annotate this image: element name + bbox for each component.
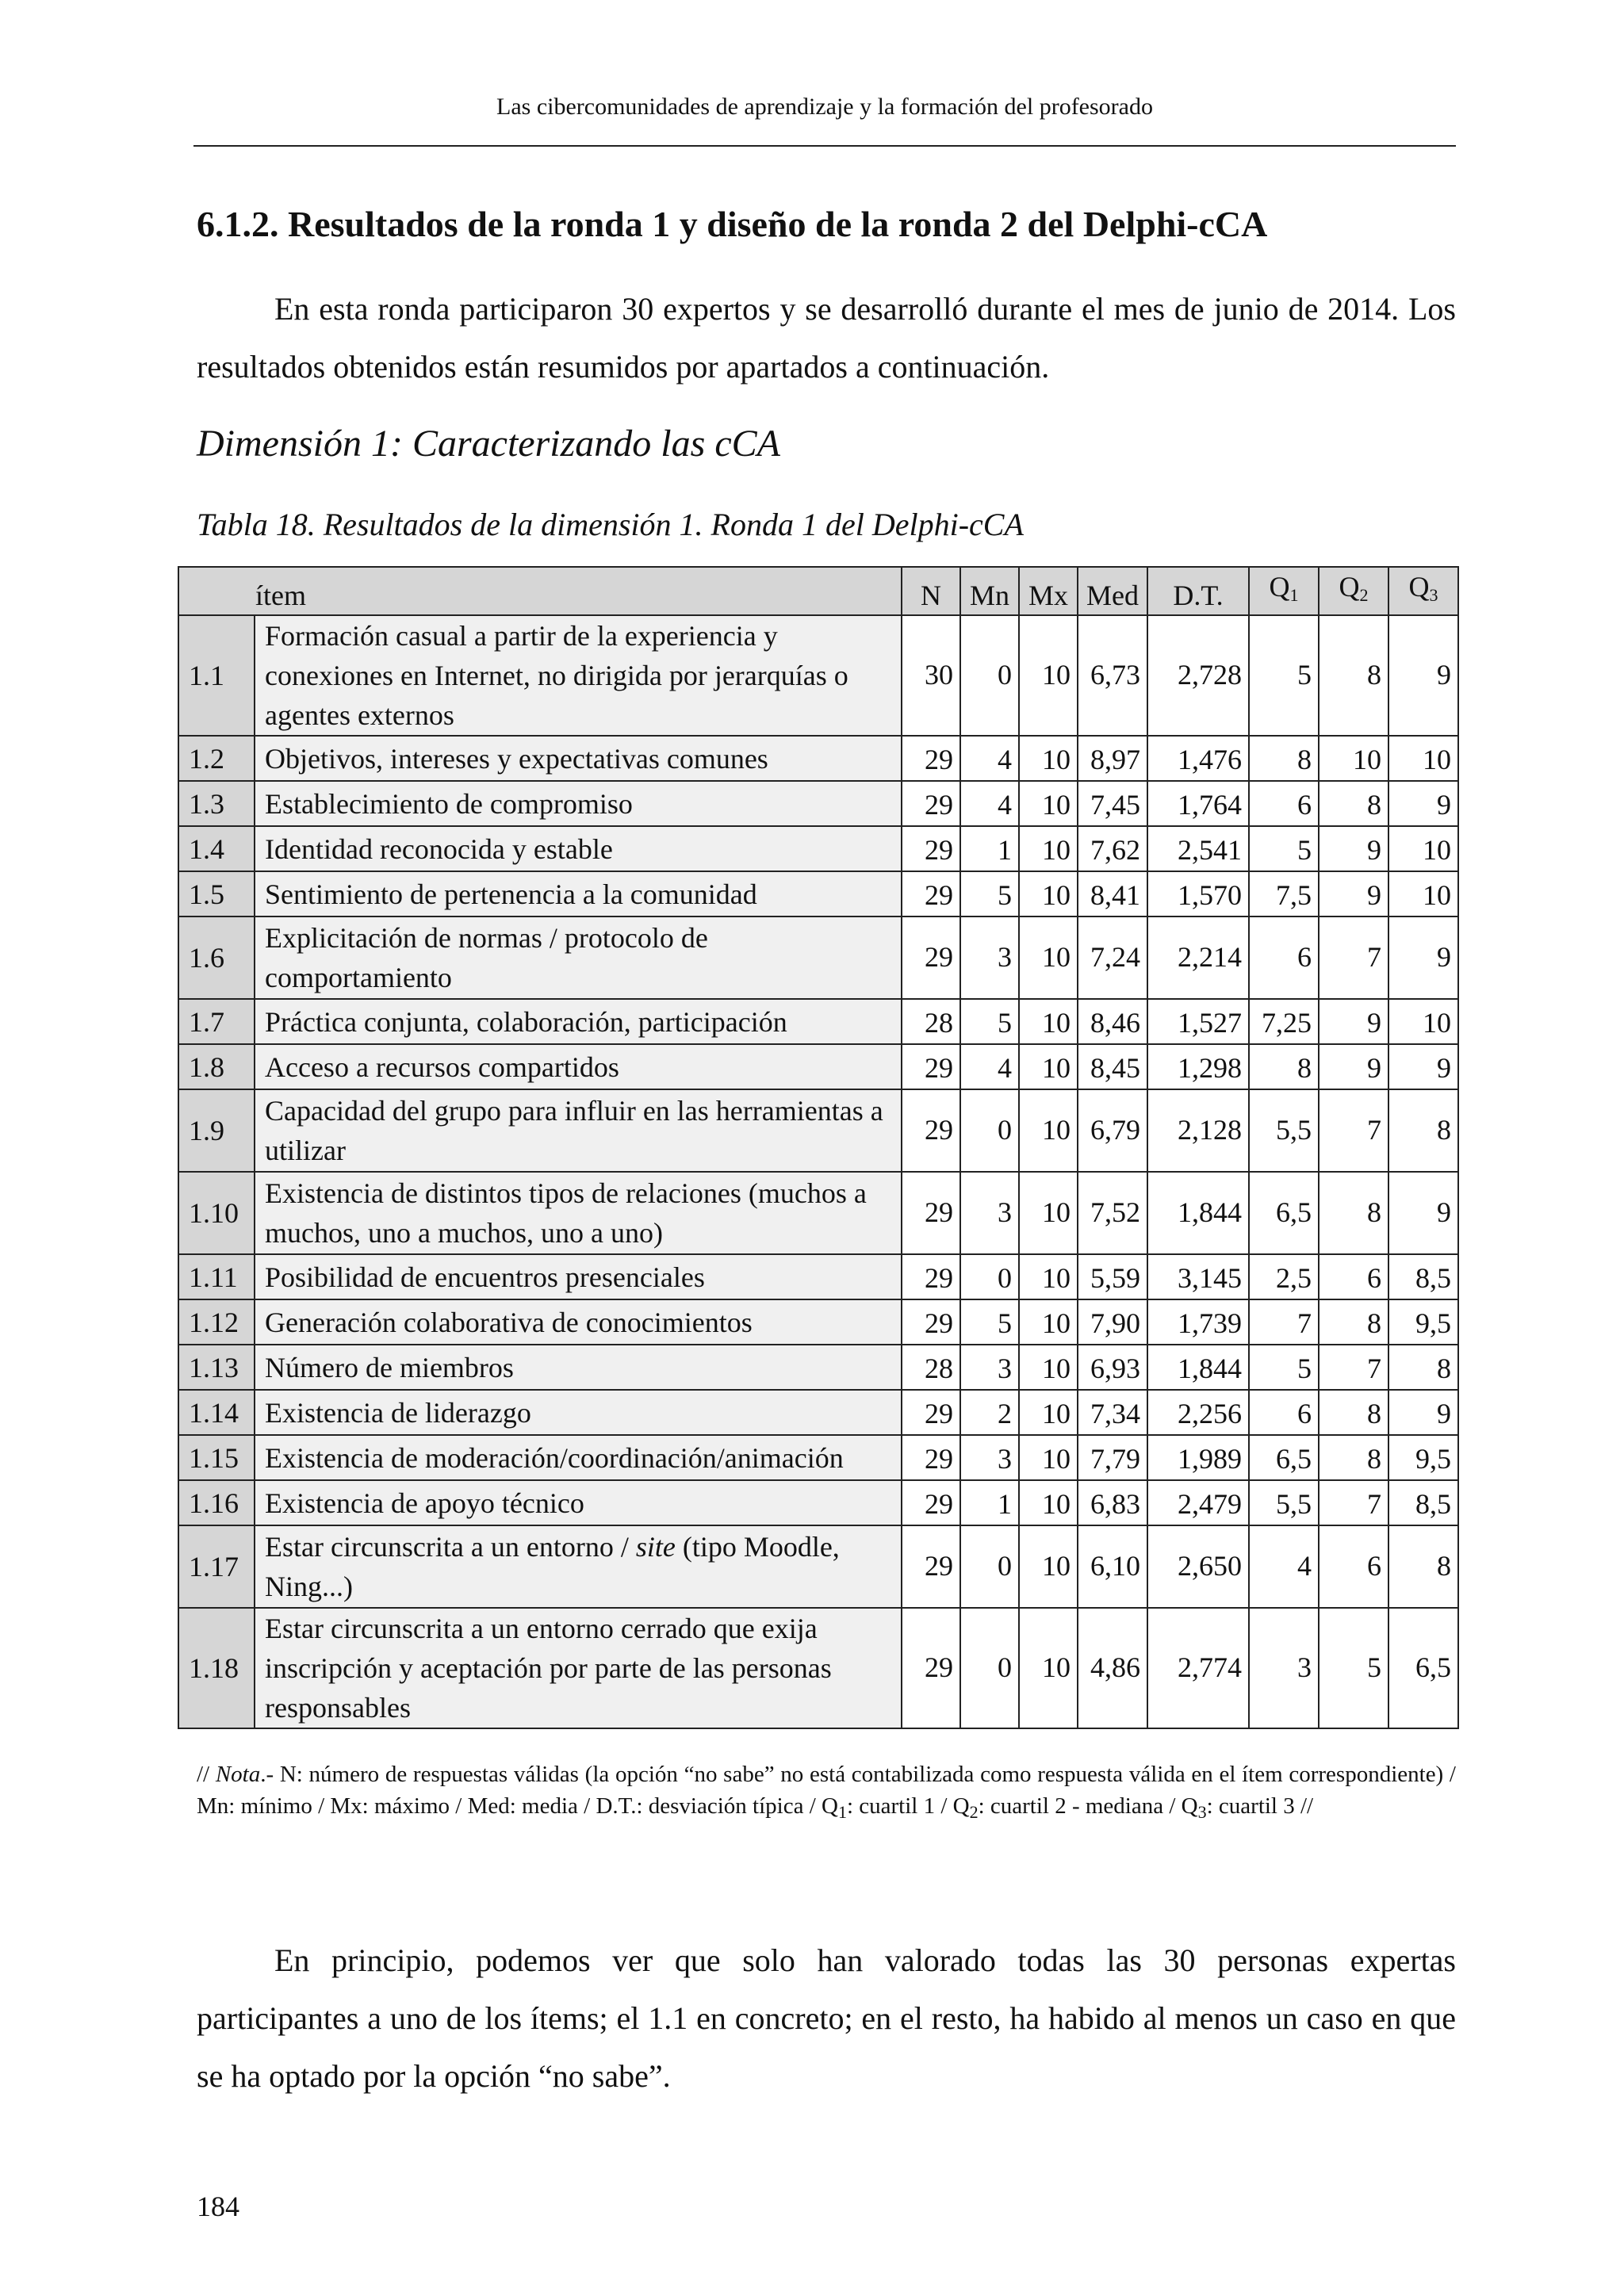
cell-q2: 8: [1319, 615, 1388, 736]
cell-mn: 1: [960, 826, 1019, 871]
cell-n: 29: [902, 1254, 960, 1299]
cell-n: 29: [902, 1480, 960, 1525]
table-row: [178, 826, 1458, 871]
item-text: Número de miembros: [255, 1345, 902, 1390]
cell-q1: 8: [1249, 1044, 1319, 1089]
item-id: 1.12: [178, 1299, 255, 1345]
item-text-part: (tipo Moodle, Ning...): [265, 1531, 840, 1602]
cell-med: 8,45: [1078, 1044, 1147, 1089]
header-q3-letter: Q: [1408, 571, 1430, 603]
cell-mn: 4: [960, 736, 1019, 781]
cell-q3: 9: [1388, 1044, 1458, 1089]
cell-mn: 5: [960, 1299, 1019, 1345]
note-text: [197, 1758, 1456, 1828]
cell-dt: 2,541: [1147, 826, 1249, 871]
header-item: ítem: [178, 567, 902, 615]
cell-mx: 10: [1019, 1608, 1078, 1728]
running-header: Las cibercomunidades de aprendizaje y la formación del profesorado: [496, 94, 1153, 120]
item-text: Establecimiento de compromiso: [255, 781, 902, 826]
cell-mx: 10: [1019, 871, 1078, 916]
cell-med: 7,62: [1078, 826, 1147, 871]
table-row: [178, 1608, 1458, 1728]
cell-med: 8,46: [1078, 999, 1147, 1044]
cell-q3: 10: [1388, 736, 1458, 781]
cell-med: 7,34: [1078, 1390, 1147, 1435]
cell-q1: 6: [1249, 781, 1319, 826]
table-row: [178, 1435, 1458, 1480]
cell-mx: 10: [1019, 1172, 1078, 1254]
cell-mn: 3: [960, 916, 1019, 999]
cell-dt: 2,214: [1147, 916, 1249, 999]
cell-q3: 8: [1388, 1525, 1458, 1608]
note-q1-text: : cuartil 1 / Q: [846, 1793, 970, 1819]
cell-n: 29: [902, 1608, 960, 1728]
item-id: 1.3: [178, 781, 255, 826]
cell-q1: 7,5: [1249, 871, 1319, 916]
cell-q1: 5: [1249, 1345, 1319, 1390]
item-id: 1.1: [178, 615, 255, 736]
cell-med: 6,79: [1078, 1089, 1147, 1172]
header-q1-letter: Q: [1269, 571, 1290, 603]
cell-q3: 6,5: [1388, 1608, 1458, 1728]
cell-q3: 8: [1388, 1345, 1458, 1390]
cell-med: 6,10: [1078, 1525, 1147, 1608]
cell-q2: 8: [1319, 1390, 1388, 1435]
cell-dt: 1,527: [1147, 999, 1249, 1044]
header-dt: D.T.: [1147, 567, 1249, 615]
cell-n: 29: [902, 1044, 960, 1089]
table-row: [178, 1525, 1458, 1608]
cell-dt: 3,145: [1147, 1254, 1249, 1299]
cell-q3: 8: [1388, 1089, 1458, 1172]
cell-q3: 9,5: [1388, 1299, 1458, 1345]
cell-q2: 7: [1319, 1480, 1388, 1525]
cell-dt: 1,844: [1147, 1345, 1249, 1390]
cell-mn: 0: [960, 615, 1019, 736]
cell-med: 6,73: [1078, 615, 1147, 736]
cell-mn: 4: [960, 781, 1019, 826]
item-text: Existencia de moderación/coordinación/animación: [255, 1435, 902, 1480]
cell-dt: 1,298: [1147, 1044, 1249, 1089]
item-id: 1.15: [178, 1435, 255, 1480]
cell-q2: 5: [1319, 1608, 1388, 1728]
item-text: Sentimiento de pertenencia a la comunidad: [255, 871, 902, 916]
item-id: 1.11: [178, 1254, 255, 1299]
item-id: 1.8: [178, 1044, 255, 1089]
note-body: .- N: número de respuestas válidas (la opción “no sabe” no está contabilizada como respuesta válida en el ítem correspondiente) / Mn: mínimo / Mx: máximo / Med: media / D.T.: desviación típica / Q: [197, 1762, 1456, 1819]
item-id: 1.7: [178, 999, 255, 1044]
item-id: 1.9: [178, 1089, 255, 1172]
conclusion-paragraph: [197, 1931, 1456, 2105]
cell-dt: 2,774: [1147, 1608, 1249, 1728]
item-text: Acceso a recursos compartidos: [255, 1044, 902, 1089]
cell-med: 8,41: [1078, 871, 1147, 916]
cell-mx: 10: [1019, 736, 1078, 781]
table-row: [178, 1044, 1458, 1089]
header-q2-letter: Q: [1339, 571, 1360, 603]
table-row: [178, 1254, 1458, 1299]
intro-paragraph: [197, 280, 1456, 396]
cell-mx: 10: [1019, 916, 1078, 999]
note-prefix: //: [197, 1762, 216, 1787]
cell-q2: 7: [1319, 1345, 1388, 1390]
header-q3: [1388, 567, 1458, 615]
cell-mn: 0: [960, 1254, 1019, 1299]
item-text: Estar circunscrita a un entorno cerrado que exija inscripción y aceptación por parte de las personas responsables: [255, 1608, 902, 1728]
cell-q3: 9: [1388, 916, 1458, 999]
cell-n: 29: [902, 1089, 960, 1172]
cell-dt: 1,844: [1147, 1172, 1249, 1254]
item-text: Existencia de apoyo técnico: [255, 1480, 902, 1525]
table-row: [178, 615, 1458, 736]
note-q3-text: : cuartil 3 //: [1206, 1793, 1314, 1819]
header-q1-sub: 1: [1289, 585, 1299, 605]
item-id: 1.5: [178, 871, 255, 916]
item-text: Objetivos, intereses y expectativas comunes: [255, 736, 902, 781]
table-row: [178, 916, 1458, 999]
cell-q3: 9: [1388, 781, 1458, 826]
header-mx: Mx: [1019, 567, 1078, 615]
header-n: N: [902, 567, 960, 615]
cell-dt: 1,739: [1147, 1299, 1249, 1345]
header-q2: [1319, 567, 1388, 615]
cell-q1: 5: [1249, 826, 1319, 871]
header-divider: [193, 145, 1456, 147]
cell-dt: 1,764: [1147, 781, 1249, 826]
note-q2-sub: 2: [969, 1802, 979, 1822]
cell-n: 29: [902, 1390, 960, 1435]
cell-mn: 0: [960, 1089, 1019, 1172]
cell-q3: 10: [1388, 871, 1458, 916]
cell-q2: 8: [1319, 1172, 1388, 1254]
table-header-row: [178, 567, 1458, 615]
note-q3-sub: 3: [1197, 1802, 1207, 1822]
cell-n: 30: [902, 615, 960, 736]
item-text: Posibilidad de encuentros presenciales: [255, 1254, 902, 1299]
results-table: [178, 566, 1459, 1729]
cell-med: 5,59: [1078, 1254, 1147, 1299]
cell-med: 7,52: [1078, 1172, 1147, 1254]
cell-q2: 7: [1319, 1089, 1388, 1172]
cell-q1: 7: [1249, 1299, 1319, 1345]
cell-n: 29: [902, 1299, 960, 1345]
cell-n: 29: [902, 871, 960, 916]
cell-q1: 6,5: [1249, 1435, 1319, 1480]
item-text: Explicitación de normas / protocolo de comportamiento: [255, 916, 902, 999]
cell-q1: 7,25: [1249, 999, 1319, 1044]
cell-mn: 0: [960, 1525, 1019, 1608]
cell-mn: 3: [960, 1435, 1019, 1480]
cell-mn: 3: [960, 1172, 1019, 1254]
cell-q2: 9: [1319, 871, 1388, 916]
cell-mn: 5: [960, 999, 1019, 1044]
cell-mx: 10: [1019, 1044, 1078, 1089]
cell-q1: 5: [1249, 615, 1319, 736]
cell-med: 8,97: [1078, 736, 1147, 781]
cell-med: 7,24: [1078, 916, 1147, 999]
table-row: [178, 1172, 1458, 1254]
cell-q3: 9: [1388, 615, 1458, 736]
table-row: [178, 736, 1458, 781]
cell-n: 29: [902, 736, 960, 781]
item-id: 1.18: [178, 1608, 255, 1728]
cell-n: 29: [902, 781, 960, 826]
cell-q3: 10: [1388, 999, 1458, 1044]
cell-dt: 2,479: [1147, 1480, 1249, 1525]
cell-q3: 9: [1388, 1390, 1458, 1435]
item-id: 1.6: [178, 916, 255, 999]
cell-q1: 5,5: [1249, 1089, 1319, 1172]
cell-q3: 8,5: [1388, 1254, 1458, 1299]
table-caption: Tabla 18. Resultados de la dimensión 1. Ronda 1 del Delphi-cCA: [197, 507, 1024, 542]
item-text: Formación casual a partir de la experiencia y conexiones en Internet, no dirigida por jerarquías o agentes externos: [255, 615, 902, 736]
cell-mx: 10: [1019, 999, 1078, 1044]
table-row: [178, 1299, 1458, 1345]
cell-dt: 2,650: [1147, 1525, 1249, 1608]
item-text-italic: site: [635, 1531, 676, 1563]
cell-q3: 9: [1388, 1172, 1458, 1254]
intro-text: En esta ronda participaron 30 expertos y se desarrolló durante el mes de junio de 2014. Los resultados obtenidos están resumidos por apartados a continuación.: [197, 291, 1456, 385]
item-id: 1.16: [178, 1480, 255, 1525]
cell-mn: 4: [960, 1044, 1019, 1089]
cell-n: 29: [902, 1525, 960, 1608]
table-row: [178, 999, 1458, 1044]
cell-q2: 6: [1319, 1525, 1388, 1608]
cell-q1: 6,5: [1249, 1172, 1319, 1254]
item-text: Práctica conjunta, colaboración, participación: [255, 999, 902, 1044]
item-text-part: Estar circunscrita a un entorno /: [265, 1531, 636, 1563]
cell-q3: 8,5: [1388, 1480, 1458, 1525]
table-row: [178, 1345, 1458, 1390]
note-label: Nota: [215, 1762, 261, 1787]
table-row: [178, 1089, 1458, 1172]
item-text: Existencia de distintos tipos de relaciones (muchos a muchos, uno a muchos, uno a uno): [255, 1172, 902, 1254]
note-q2-text: : cuartil 2 - mediana / Q: [978, 1793, 1198, 1819]
cell-n: 28: [902, 1345, 960, 1390]
cell-q2: 10: [1319, 736, 1388, 781]
cell-n: 29: [902, 916, 960, 999]
header-mn: Mn: [960, 567, 1019, 615]
cell-q1: 4: [1249, 1525, 1319, 1608]
conclusion-text: En principio, podemos ver que solo han valorado todas las 30 personas expertas participantes a uno de los ítems; el 1.1 en concreto; en el resto, ha habido al menos un caso en que se ha optado por la opción “no sabe”.: [197, 1942, 1456, 2094]
cell-med: 7,45: [1078, 781, 1147, 826]
cell-mn: 1: [960, 1480, 1019, 1525]
cell-mx: 10: [1019, 826, 1078, 871]
cell-mx: 10: [1019, 1435, 1078, 1480]
table-row: [178, 781, 1458, 826]
item-text: [255, 1525, 902, 1608]
cell-med: 7,90: [1078, 1299, 1147, 1345]
item-id: 1.2: [178, 736, 255, 781]
cell-dt: 1,570: [1147, 871, 1249, 916]
cell-mx: 10: [1019, 1390, 1078, 1435]
cell-q1: 3: [1249, 1608, 1319, 1728]
page-number: 184: [197, 2191, 239, 2222]
cell-n: 29: [902, 1435, 960, 1480]
cell-q3: 9,5: [1388, 1435, 1458, 1480]
cell-q2: 6: [1319, 1254, 1388, 1299]
cell-dt: 2,128: [1147, 1089, 1249, 1172]
cell-dt: 1,476: [1147, 736, 1249, 781]
header-med: Med: [1078, 567, 1147, 615]
cell-n: 29: [902, 826, 960, 871]
cell-dt: 1,989: [1147, 1435, 1249, 1480]
cell-q2: 9: [1319, 826, 1388, 871]
cell-mx: 10: [1019, 1089, 1078, 1172]
cell-mx: 10: [1019, 615, 1078, 736]
cell-med: 6,83: [1078, 1480, 1147, 1525]
item-text: Existencia de liderazgo: [255, 1390, 902, 1435]
item-id: 1.13: [178, 1345, 255, 1390]
cell-dt: 2,256: [1147, 1390, 1249, 1435]
cell-q1: 5,5: [1249, 1480, 1319, 1525]
header-q1: [1249, 567, 1319, 615]
cell-med: 6,93: [1078, 1345, 1147, 1390]
cell-med: 7,79: [1078, 1435, 1147, 1480]
cell-dt: 2,728: [1147, 615, 1249, 736]
table-row: [178, 1480, 1458, 1525]
table-row: [178, 871, 1458, 916]
item-id: 1.10: [178, 1172, 255, 1254]
cell-mn: 2: [960, 1390, 1019, 1435]
cell-n: 29: [902, 1172, 960, 1254]
table-row: [178, 1390, 1458, 1435]
item-text: Generación colaborativa de conocimientos: [255, 1299, 902, 1345]
section-title: 6.1.2. Resultados de la ronda 1 y diseño de la ronda 2 del Delphi-cCA: [197, 204, 1268, 244]
cell-q1: 2,5: [1249, 1254, 1319, 1299]
cell-q2: 7: [1319, 916, 1388, 999]
item-text: Capacidad del grupo para influir en las herramientas a utilizar: [255, 1089, 902, 1172]
header-q3-sub: 3: [1429, 585, 1438, 605]
cell-q2: 8: [1319, 1435, 1388, 1480]
cell-q2: 9: [1319, 1044, 1388, 1089]
cell-q1: 6: [1249, 1390, 1319, 1435]
cell-mx: 10: [1019, 1254, 1078, 1299]
cell-q1: 6: [1249, 916, 1319, 999]
cell-q2: 9: [1319, 999, 1388, 1044]
cell-mn: 0: [960, 1608, 1019, 1728]
cell-q3: 10: [1388, 826, 1458, 871]
note-q1-sub: 1: [837, 1802, 847, 1822]
item-id: 1.4: [178, 826, 255, 871]
table-note: [197, 1758, 1456, 1828]
cell-med: 4,86: [1078, 1608, 1147, 1728]
dimension-heading: Dimensión 1: Caracterizando las cCA: [197, 423, 780, 465]
cell-q2: 8: [1319, 1299, 1388, 1345]
cell-mn: 3: [960, 1345, 1019, 1390]
item-id: 1.14: [178, 1390, 255, 1435]
cell-q2: 8: [1319, 781, 1388, 826]
cell-mx: 10: [1019, 1525, 1078, 1608]
cell-mx: 10: [1019, 1480, 1078, 1525]
cell-mx: 10: [1019, 1299, 1078, 1345]
header-q2-sub: 2: [1359, 585, 1369, 605]
cell-mx: 10: [1019, 781, 1078, 826]
cell-mn: 5: [960, 871, 1019, 916]
item-id: 1.17: [178, 1525, 255, 1608]
cell-mx: 10: [1019, 1345, 1078, 1390]
cell-n: 28: [902, 999, 960, 1044]
item-text: Identidad reconocida y estable: [255, 826, 902, 871]
cell-q1: 8: [1249, 736, 1319, 781]
